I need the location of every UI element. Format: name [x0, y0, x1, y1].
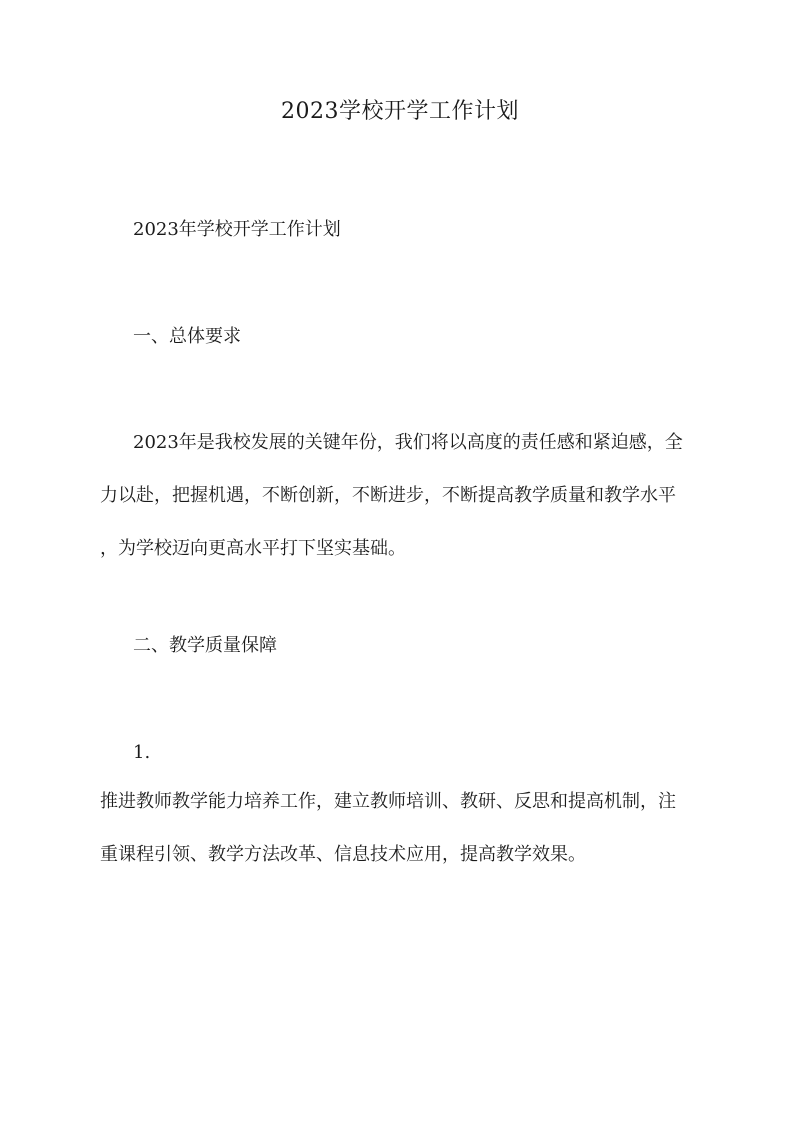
section-heading-overall-requirements: 一、总体要求 — [133, 326, 241, 347]
list-item-number: 1. — [133, 742, 151, 763]
document-title: 2023学校开学工作计划 — [281, 99, 519, 124]
section-heading-teaching-quality: 二、教学质量保障 — [133, 635, 277, 656]
list-item-text — [100, 775, 710, 881]
paragraph-line: 力以赴，把握机遇，不断创新，不断进步，不断提高教学质量和教学水平 — [100, 485, 676, 506]
paragraph-overall-requirements — [100, 416, 710, 575]
paragraph-line: 推进教师教学能力培养工作，建立教师培训、教研、反思和提高机制，注 — [100, 791, 676, 812]
paragraph-line: 重课程引领、教学方法改革、信息技术应用，提高教学效果。 — [100, 844, 586, 865]
paragraph-line: ，为学校迈向更高水平打下坚实基础。 — [100, 538, 406, 559]
paragraph-line: 2023年是我校发展的关键年份，我们将以高度的责任感和紧迫感，全 — [133, 432, 683, 453]
document-subtitle: 2023年学校开学工作计划 — [133, 219, 341, 240]
